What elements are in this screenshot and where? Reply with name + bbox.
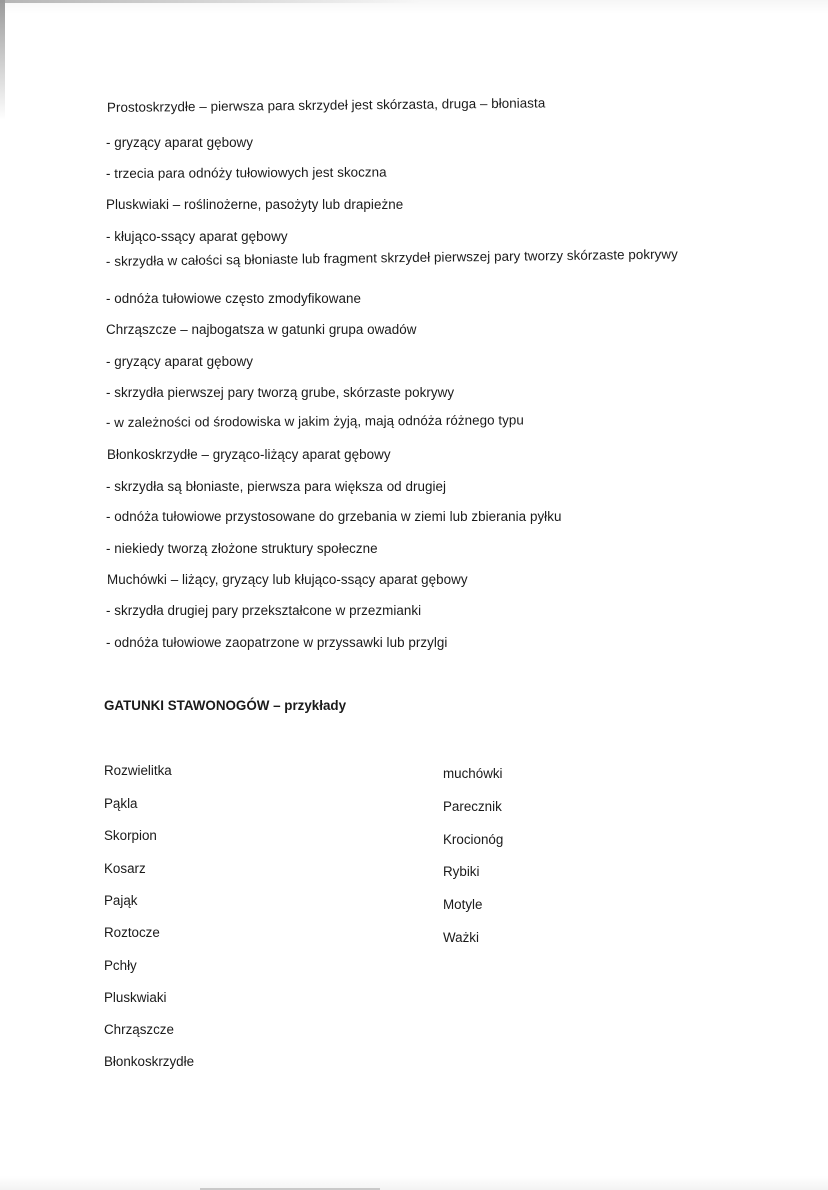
species-list-item: Roztocze [104,925,160,940]
species-list-item: Chrząszcze [104,1022,174,1037]
text-line: - skrzydła są błoniaste, pierwsza para większa od drugiej [106,479,447,494]
species-list-item: Pchły [104,958,137,973]
text-line: - niekiedy tworzą złożone struktury społeczne [106,541,378,556]
species-list-item: Rybiki [443,864,480,879]
text-line: - kłująco-ssący aparat gębowy [106,229,288,244]
text-line: - gryzący aparat gębowy [106,135,254,150]
species-list-item: Kosarz [104,861,146,876]
species-list-item: Pluskwiaki [104,990,167,1005]
text-line: - skrzydła pierwszej pary tworzą grube, skórzaste pokrywy [106,385,455,400]
section-title-muchowki: Muchówki – liżący, gryzący lub kłująco-ssący aparat gębowy [107,572,468,587]
species-list-item: Błonkoskrzydłe [104,1054,195,1069]
species-list-item: Skorpion [104,828,157,843]
species-list-item: Rozwielitka [104,763,172,778]
scan-edge-top [0,0,420,3]
text-line: - odnóża tułowiowe często zmodyfikowane [106,291,362,306]
section-title-prostoskrzydle: Prostoskrzydłe – pierwsza para skrzydeł jest skórzasta, druga – błoniasta [106,95,546,115]
section-title-blonkoskrzydle: Błonkoskrzydłe – gryząco-liżący aparat gębowy [107,447,391,462]
species-list-item: Ważki [443,930,479,945]
species-list-item: muchówki [443,766,503,781]
section-title-chrzaszcze: Chrząszcze – najbogatsza w gatunki grupa owadów [106,322,417,337]
text-line: - odnóża tułowiowe zaopatrzone w przyssawki lub przylgi [106,635,448,650]
species-list-item: Pająk [104,893,138,908]
text-line: - skrzydła drugiej pary przekształcone w przezmianki [106,603,422,618]
text-line: - trzecia para odnóży tułowiowych jest skoczna [105,164,387,181]
text-line: - w zależności od środowiska w jakim żyją, mają odnóża różnego typu [105,412,524,430]
species-list-item: Parecznik [443,799,502,814]
scan-edge-left [0,0,5,120]
species-list-item: Krocionóg [443,832,504,847]
text-line: - gryzący aparat gębowy [106,354,254,369]
section-heading: GATUNKI STAWONOGÓW – przykłady [104,698,347,713]
species-list-item: Pąkla [104,796,138,811]
text-line: - skrzydła w całości są błoniaste lub fragment skrzydeł pierwszej pary tworzy skórzaste pokrywy [105,246,678,269]
species-list-item: Motyle [443,897,483,912]
text-line: - odnóża tułowiowe przystosowane do grzebania w ziemi lub zbierania pyłku [106,509,562,524]
section-title-pluskwiaki: Pluskwiaki – roślinożerne, pasożyty lub drapieżne [106,197,404,212]
